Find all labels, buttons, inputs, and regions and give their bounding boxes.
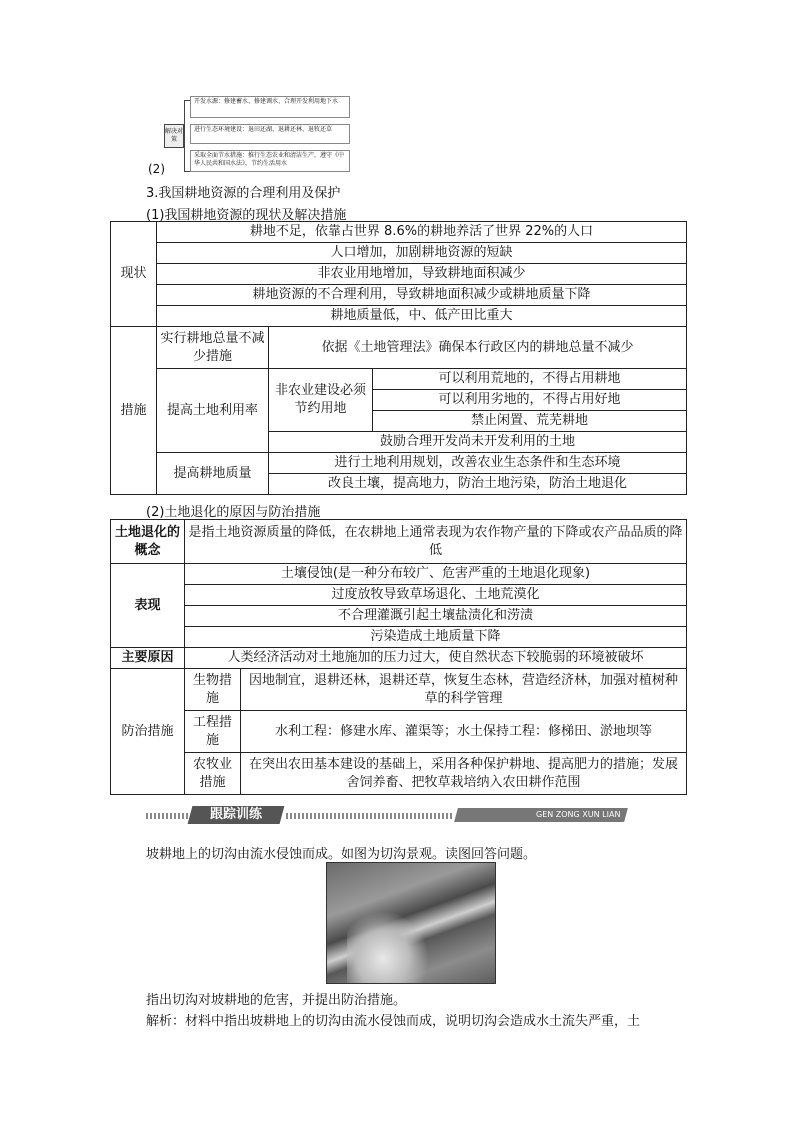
measure-2-sub-label: 非农业建设必须节约用地: [269, 369, 373, 432]
prevent-row-label: 工程措施: [185, 711, 241, 753]
banner-title: 跟踪训练: [188, 806, 285, 824]
status-row: 耕地质量低，中、低产田比重大: [157, 306, 687, 327]
prevent-row-label: 农牧业措施: [185, 753, 241, 795]
table-land-degradation: [110, 519, 687, 795]
measure-1-label: 实行耕地总量不减少措施: [157, 327, 269, 369]
concept-label: 土地退化的概念: [111, 520, 185, 564]
measure-1-content: 依据《土地管理法》确保本行政区内的耕地总量不减少: [269, 327, 687, 369]
show-row: 土壤侵蚀(是一种分布较广、危害严重的土地退化现象): [185, 564, 687, 585]
status-label: 现状: [111, 222, 157, 327]
measure-2-sub-row: 可以利用荒地的，不得占用耕地: [373, 369, 687, 390]
status-row: 人口增加，加剧耕地资源的短缺: [157, 243, 687, 264]
prevent-row-label: 生物措施: [185, 669, 241, 711]
measure-3-row: 进行土地利用规划，改善农业生态条件和生态环境: [269, 453, 687, 474]
banner-stripe-mid: [286, 813, 454, 819]
question-intro: 坡耕地上的切沟由流水侵蚀而成。如图为切沟景观。读图回答问题。: [146, 847, 537, 862]
measure-3-label: 提高耕地质量: [157, 453, 269, 495]
mini-diagram: [148, 96, 348, 176]
mini-item-1: 开发水源：修建蓄水、修建调水、合理开发利用地下水: [190, 96, 350, 118]
prevent-row-content: 因地制宜，退耕还林，退耕还草，恢复生态林，营造经济林，加强对植树种草的科学管理: [241, 669, 687, 711]
status-row: 耕地资源的不合理利用，导致耕地面积减少或耕地质量下降: [157, 285, 687, 306]
sub1-title: (1)我国耕地资源的现状及解决措施: [146, 208, 347, 223]
measure-2-sub-row: 禁止闲置、荒芜耕地: [373, 411, 687, 432]
gully-highlight: [347, 903, 437, 983]
cause-label: 主要原因: [111, 648, 185, 669]
measure-label: 措施: [111, 327, 157, 495]
prevent-label: 防治措施: [111, 669, 185, 795]
banner-en: GEN ZONG XUN LIAN: [454, 808, 628, 822]
answer: 解析：材料中指出坡耕地上的切沟由流水侵蚀而成，说明切沟会造成水土流失严重，土: [146, 1014, 641, 1029]
measure-3-row: 改良土壤，提高地力，防治土地污染，防治土地退化: [269, 474, 687, 495]
prevent-row-content: 在突出农田基本建设的基础上，采用各种保护耕地、提高肥力的措施；发展舍饲养畜、把牧草栽培纳入农田耕作范围: [241, 753, 687, 795]
cause-content: 人类经济活动对土地施加的压力过大，使自然状态下较脆弱的环境被破坏: [185, 648, 687, 669]
tracking-practice-banner: [146, 806, 686, 824]
show-label: 表现: [111, 564, 185, 648]
measure-2-extra: 鼓励合理开发尚未开发利用的土地: [269, 432, 687, 453]
sub2-title: (2)土地退化的原因与防治措施: [146, 505, 321, 520]
section3-title: 3.我国耕地资源的合理利用及保护: [146, 186, 341, 201]
question: 指出切沟对坡耕地的危害，并提出防治措施。: [146, 993, 407, 1008]
show-row: 污染造成土地质量下降: [185, 627, 687, 648]
show-row: 过度放牧导致草场退化、土地荒漠化: [185, 585, 687, 606]
measure-2-sub-row: 可以利用劣地的，不得占用好地: [373, 390, 687, 411]
show-row: 不合理灌溉引起土壤盐渍化和涝渍: [185, 606, 687, 627]
mini-item-3: 采取全面节水措施：推行生态农业和清洁生产，遵守《中华人民共和国水法》，节约生活用水: [190, 150, 350, 172]
status-row: 耕地不足，依靠占世界 8.6%的耕地养活了世界 22%的人口: [157, 222, 687, 243]
mini-label: 解决对策: [164, 124, 184, 148]
table-farmland: [110, 221, 687, 495]
mini-item-2: 进行生态环境建设：退田还湖、退耕还林、退牧还草: [190, 124, 350, 144]
concept-content: 是指土地资源质量的降低，在农耕地上通常表现为农作物产量的下降或农产品品质的降低: [185, 520, 687, 564]
gully-photo: [326, 862, 496, 984]
mini-number: (2): [148, 162, 165, 176]
status-row: 非农业用地增加，导致耕地面积减少: [157, 264, 687, 285]
measure-2-label: 提高土地利用率: [157, 369, 269, 453]
prevent-row-content: 水利工程：修建水库、灌渠等；水土保持工程：修梯田、淤地坝等: [241, 711, 687, 753]
banner-stripe-left: [146, 813, 190, 819]
